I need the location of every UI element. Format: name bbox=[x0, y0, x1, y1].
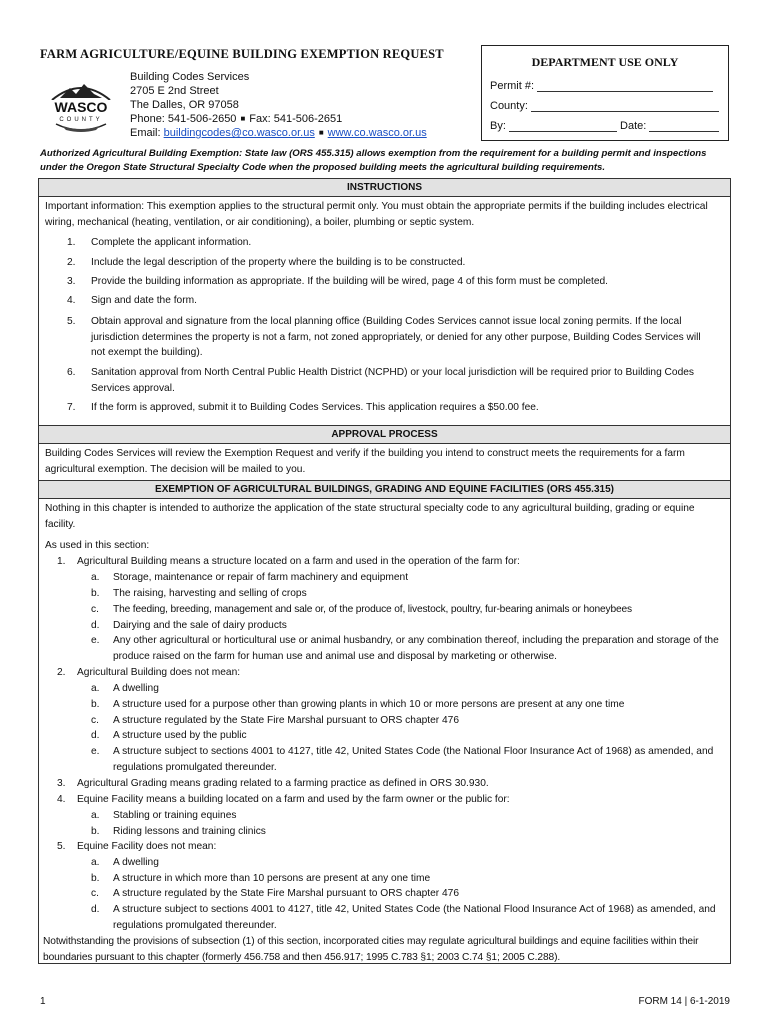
department-use-box bbox=[481, 45, 729, 141]
sub-item: Storage, maintenance or repair of farm machinery and equipment bbox=[113, 572, 409, 583]
sub-item-letter: c. bbox=[91, 888, 99, 899]
list-item: Equine Facility means a building located on a farm and used by the farm owner or the public for: bbox=[77, 794, 510, 805]
bullet-separator: ■ bbox=[318, 128, 324, 138]
date-label: Date: bbox=[620, 120, 647, 132]
agency-name: Building Codes Services bbox=[130, 71, 250, 83]
form-content-box bbox=[38, 178, 731, 964]
list-item-number: 1. bbox=[67, 237, 76, 248]
sub-item: A structure used by the public bbox=[113, 730, 247, 741]
sub-item: A structure subject to sections 4001 to 4127, title 42, United States Code (the National Flood Insurance Act of 1968) as amended, and regulations promulgated thereunder. bbox=[113, 904, 716, 931]
sub-item-letter: c. bbox=[91, 715, 99, 726]
sub-item-letter: b. bbox=[91, 826, 100, 837]
list-item-number: 6. bbox=[67, 367, 76, 378]
as-used-label: As used in this section: bbox=[45, 540, 150, 551]
authorization-note: Authorized Agricultural Building Exemption: State law (ORS 455.315) allows exemption from the requirement for a building permit and inspections under the Oregon State Structural Specialty Code when the proposed building meets the agricultural building requirements. bbox=[40, 148, 707, 173]
county-line bbox=[490, 100, 719, 112]
sub-item-letter: b. bbox=[91, 873, 100, 884]
sub-item-letter: c. bbox=[91, 604, 99, 615]
approval-text: Building Codes Services will review the Exemption Request and verify if the building you intend to construct meets the requirements for a farm agricultural exemption. The decision will be mailed to you. bbox=[45, 448, 685, 475]
list-item-number: 5. bbox=[57, 841, 66, 852]
sub-item: Stabling or training equines bbox=[113, 810, 237, 821]
wasco-county-logo bbox=[42, 74, 120, 138]
sub-item: A dwelling bbox=[113, 683, 159, 694]
sub-item-letter: a. bbox=[91, 810, 100, 821]
instructions-heading: INSTRUCTIONS bbox=[39, 179, 730, 197]
date-field[interactable] bbox=[649, 121, 719, 132]
sub-item: A dwelling bbox=[113, 857, 159, 868]
list-item: Sanitation approval from North Central Public Health District (NCPHD) or your local jurisdiction will be required prior to Building Codes Services approval. bbox=[91, 367, 695, 394]
by-field[interactable] bbox=[509, 121, 617, 132]
list-item-number: 3. bbox=[67, 276, 76, 287]
instructions-intro: Important information: This exemption applies to the structural permit only. You must obtain the appropriate permits if the building includes electrical wiring, mechanical (heating, ventilation, or air conditioning), a boiler, plumbing or septic system. bbox=[45, 201, 708, 228]
sub-item-letter: d. bbox=[91, 904, 100, 915]
county-field[interactable] bbox=[531, 101, 719, 112]
exemption-heading: EXEMPTION OF AGRICULTURAL BUILDINGS, GRADING AND EQUINE FACILITIES (ORS 455.315) bbox=[39, 480, 730, 499]
sub-item-letter: b. bbox=[91, 588, 100, 599]
by-date-line bbox=[490, 120, 719, 132]
sub-item: A structure subject to sections 4001 to 4127, title 42, United States Code (the National Floor Insurance Act of 1968) as amended, and regulations promulgated thereunder. bbox=[113, 746, 714, 773]
permit-line bbox=[490, 80, 713, 92]
phone-fax-line bbox=[130, 112, 427, 126]
list-item: If the form is approved, submit it to Building Codes Services. This application requires a $50.00 fee. bbox=[91, 402, 539, 413]
department-use-title: DEPARTMENT USE ONLY bbox=[531, 55, 679, 69]
sub-item: Riding lessons and training clinics bbox=[113, 826, 266, 837]
list-item: Sign and date the form. bbox=[91, 295, 197, 306]
list-item: Agricultural Building does not mean: bbox=[77, 667, 241, 678]
sub-item-letter: b. bbox=[91, 699, 100, 710]
list-item: Include the legal description of the property where the building is to be constructed. bbox=[91, 257, 466, 268]
address-line-1: 2705 E 2nd Street bbox=[130, 85, 219, 97]
list-item-number: 2. bbox=[57, 667, 66, 678]
website-link[interactable]: www.co.wasco.or.us bbox=[327, 127, 427, 140]
sub-item-letter: e. bbox=[91, 746, 100, 757]
email-link[interactable]: buildingcodes@co.wasco.or.us bbox=[163, 127, 315, 140]
permit-field[interactable] bbox=[537, 81, 713, 92]
sub-item: A structure regulated by the State Fire Marshal pursuant to ORS chapter 476 bbox=[113, 715, 459, 726]
list-item: Equine Facility does not mean: bbox=[77, 841, 217, 852]
list-item-number: 3. bbox=[57, 778, 66, 789]
sub-item-letter: d. bbox=[91, 620, 100, 631]
list-item: Agricultural Grading means grading related to a farming practice as defined in ORS 30.930. bbox=[77, 778, 489, 789]
sub-item-letter: e. bbox=[91, 635, 100, 646]
exemption-intro: Nothing in this chapter is intended to authorize the application of the state structural specialty code to any agricultural building, grading or equine facility. bbox=[45, 503, 695, 530]
approval-heading: APPROVAL PROCESS bbox=[39, 425, 730, 444]
list-item-number: 4. bbox=[67, 295, 76, 306]
by-label: By: bbox=[490, 120, 506, 132]
phone: Phone: 541-506-2650 bbox=[130, 113, 237, 125]
list-item: Agricultural Building means a structure located on a farm and used in the operation of the farm for: bbox=[77, 556, 520, 567]
page-number: 1 bbox=[40, 996, 46, 1007]
sub-item: A structure in which more than 10 persons are present at any one time bbox=[113, 873, 431, 884]
sub-item: The feeding, breeding, management and sale or, of the produce of, livestock, poultry, fur-bearing animals or honeybees bbox=[113, 604, 632, 615]
list-item-number: 5. bbox=[67, 316, 76, 327]
list-item-number: 2. bbox=[67, 257, 76, 268]
list-item: Complete the applicant information. bbox=[91, 237, 252, 248]
sub-item: A structure regulated by the State Fire Marshal pursuant to ORS chapter 476 bbox=[113, 888, 459, 899]
county-label: County: bbox=[490, 100, 528, 112]
agency-contact bbox=[130, 70, 427, 140]
sub-item: The raising, harvesting and selling of crops bbox=[113, 588, 307, 599]
email-web-line bbox=[130, 126, 427, 140]
sub-item-letter: d. bbox=[91, 730, 100, 741]
bullet-separator: ■ bbox=[240, 114, 246, 124]
form-number: FORM 14 | 6-1-2019 bbox=[638, 996, 730, 1007]
list-item-number: 4. bbox=[57, 794, 66, 805]
sub-item: Any other agricultural or horticultural use or animal husbandry, or any combination thereof, including the preparation and storage of the produce raised on the farm for human use and animal use and disposal by marketing or otherwise. bbox=[113, 635, 719, 662]
email-label: Email: bbox=[130, 127, 161, 140]
closing-paragraph: Notwithstanding the provisions of subsection (1) of this section, incorporated cities may regulate agricultural buildings and equine facilities within their boundaries pursuant to this chapter (formerly 456.758 and then 456.917; 1995 C.783 §1; 2003 C.74 §1; 2005 C.288). bbox=[43, 936, 699, 963]
sub-item: A structure used for a purpose other than growing plants in which 10 or more persons are present at any one time bbox=[113, 699, 625, 710]
logo-subtext: COUNTY bbox=[59, 117, 103, 123]
form-title: FARM AGRICULTURE/EQUINE BUILDING EXEMPTION REQUEST bbox=[40, 47, 444, 61]
list-item-number: 1. bbox=[57, 556, 66, 567]
list-item: Obtain approval and signature from the local planning office (Building Codes Services cannot issue local zoning permits. If the local jurisdiction determines the property is not a farm, not zoned appropriately, or denied for any other purpose, Building Codes Services will not exempt the building). bbox=[91, 316, 701, 358]
logo-text: WASCO bbox=[54, 99, 108, 115]
sub-item-letter: a. bbox=[91, 683, 100, 694]
sub-item-letter: a. bbox=[91, 857, 100, 868]
list-item: Provide the building information as appropriate. If the building will be wired, page 4 of this form must be completed. bbox=[91, 276, 609, 287]
sub-item: Dairying and the sale of dairy products bbox=[113, 620, 287, 631]
sub-item-letter: a. bbox=[91, 572, 100, 583]
fax: Fax: 541-506-2651 bbox=[249, 113, 343, 125]
permit-label: Permit #: bbox=[490, 80, 535, 92]
address-line-2: The Dalles, OR 97058 bbox=[130, 99, 239, 111]
list-item-number: 7. bbox=[67, 402, 76, 413]
